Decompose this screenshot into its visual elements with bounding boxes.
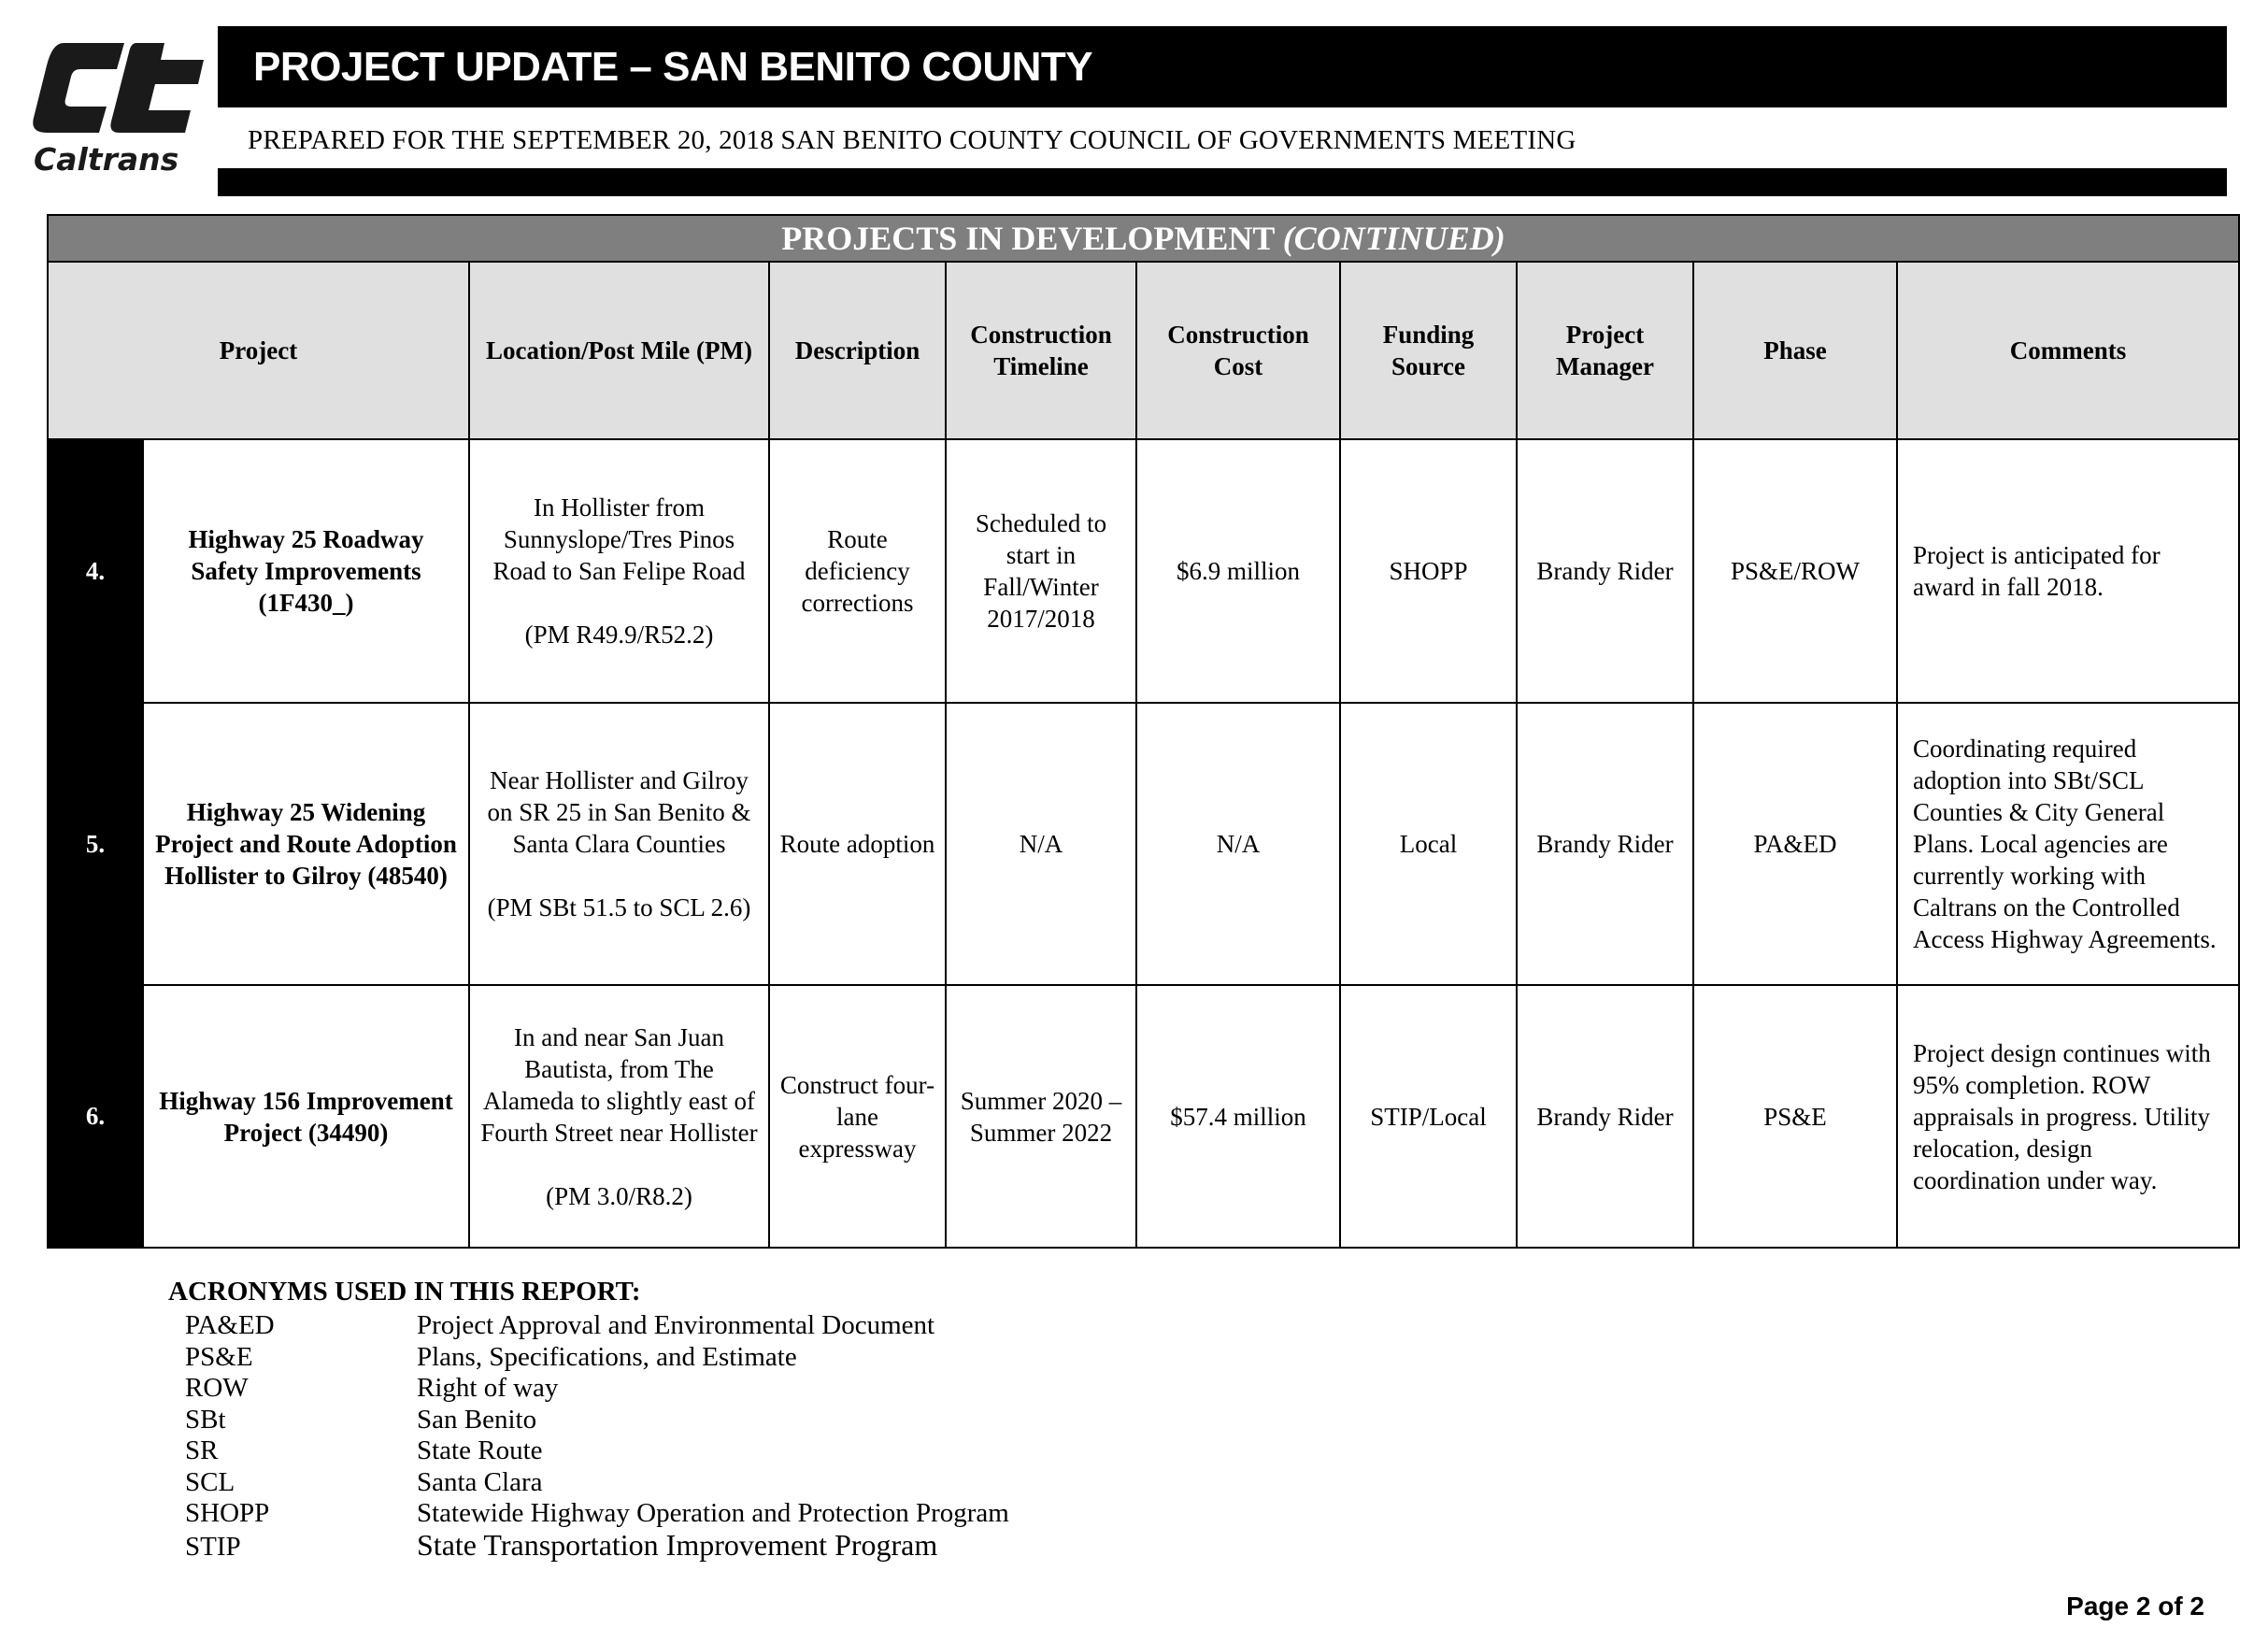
post-mile: (PM SBt 51.5 to SCL 2.6) (487, 893, 751, 921)
acronym-abbr: SBt (185, 1404, 226, 1435)
acronym-definition: Project Approval and Environmental Document (417, 1310, 935, 1340)
description-cell: Route adoption (769, 703, 946, 985)
acronym-item (185, 1498, 1009, 1530)
location-cell (469, 439, 769, 703)
phase-cell: PS&E (1693, 985, 1897, 1248)
column-header-location: Location/Post Mile (PM) (469, 262, 769, 439)
column-header-funding: Funding Source (1340, 262, 1517, 439)
acronym-abbr: SCL (185, 1466, 235, 1497)
acronym-item (185, 1310, 1009, 1342)
acronym-definition: State Transportation Improvement Program (417, 1527, 938, 1562)
table-row (48, 985, 2239, 1248)
description-cell: Route deficiency corrections (769, 439, 946, 703)
location-text: In Hollister from Sunnyslope/Tres Pinos Road to San Felipe Road (492, 493, 746, 585)
project-name: Highway 25 Roadway Safety Improvements (1F430_) (143, 439, 469, 703)
table-row (48, 703, 2239, 985)
acronym-definition: Right of way (417, 1373, 559, 1403)
manager-cell: Brandy Rider (1517, 439, 1693, 703)
acronym-item (185, 1467, 1009, 1499)
cost-cell: N/A (1136, 703, 1340, 985)
timeline-cell: Scheduled to start in Fall/Winter 2017/2018 (946, 439, 1136, 703)
acronym-abbr: PS&E (185, 1341, 253, 1372)
acronyms-list (185, 1310, 1009, 1561)
manager-cell: Brandy Rider (1517, 985, 1693, 1248)
row-number: 6. (48, 985, 143, 1248)
row-number: 5. (48, 703, 143, 985)
section-title: PROJECTS IN DEVELOPMENT (781, 220, 1275, 257)
acronym-abbr: ROW (185, 1373, 249, 1403)
section-header (48, 215, 2239, 262)
funding-cell: SHOPP (1340, 439, 1517, 703)
acronym-definition: San Benito (417, 1404, 537, 1435)
acronym-definition: Plans, Specifications, and Estimate (417, 1341, 797, 1372)
acronym-item (185, 1527, 1009, 1562)
cost-cell: $6.9 million (1136, 439, 1340, 703)
column-header-comments: Comments (1897, 262, 2239, 439)
comments-cell: Project is anticipated for award in fall 2018. (1897, 439, 2239, 703)
column-header-cost: Construction Cost (1136, 262, 1340, 439)
section-suffix: (CONTINUED) (1282, 220, 1505, 257)
acronym-abbr: PA&ED (185, 1310, 275, 1340)
acronym-item (185, 1435, 1009, 1467)
project-name: Highway 25 Widening Project and Route Adoption Hollister to Gilroy (48540) (143, 703, 469, 985)
column-header-project: Project (48, 262, 469, 439)
comments-cell: Project design continues with 95% completion. ROW appraisals in progress. Utility relocation, design coordination under way. (1897, 985, 2239, 1248)
row-number: 4. (48, 439, 143, 703)
page-subtitle: PREPARED FOR THE SEPTEMBER 20, 2018 SAN BENITO COUNTY COUNCIL OF GOVERNMENTS MEETING (248, 125, 1576, 155)
caltrans-wordmark: Caltrans (34, 141, 179, 178)
comments-cell: Coordinating required adoption into SBt/SCL Counties & City General Plans. Local agencies are currently working with Caltrans on the Controlled Access Highway Agreements. (1897, 703, 2239, 985)
location-text: In and near San Juan Bautista, from The Alameda to slightly east of Fourth Street near Hollister (480, 1022, 758, 1147)
manager-cell: Brandy Rider (1517, 703, 1693, 985)
acronym-abbr: SHOPP (185, 1498, 270, 1528)
acronym-abbr: SR (185, 1435, 219, 1465)
description-cell: Construct four-lane expressway (769, 985, 946, 1248)
page-title: PROJECT UPDATE – SAN BENITO COUNTY (218, 26, 2227, 107)
project-name: Highway 156 Improvement Project (34490) (143, 985, 469, 1248)
timeline-cell: N/A (946, 703, 1136, 985)
cost-cell: $57.4 million (1136, 985, 1340, 1248)
location-text: Near Hollister and Gilroy on SR 25 in San Benito & Santa Clara Counties (487, 766, 751, 858)
page-number: Page 2 of 2 (2066, 1592, 2204, 1621)
acronym-definition: Statewide Highway Operation and Protection Program (417, 1498, 1009, 1528)
column-header-timeline: Construction Timeline (946, 262, 1136, 439)
acronym-definition: Santa Clara (417, 1466, 543, 1497)
location-cell (469, 985, 769, 1248)
acronym-item (185, 1373, 1009, 1405)
table-row (48, 439, 2239, 703)
acronyms-title: ACRONYMS USED IN THIS REPORT: (168, 1277, 641, 1307)
acronym-abbr: STIP (185, 1531, 241, 1562)
post-mile: (PM 3.0/R8.2) (546, 1181, 692, 1210)
acronym-item (185, 1405, 1009, 1436)
location-cell (469, 703, 769, 985)
funding-cell: Local (1340, 703, 1517, 985)
column-header-description: Description (769, 262, 946, 439)
timeline-cell: Summer 2020 – Summer 2022 (946, 985, 1136, 1248)
header-rule (218, 168, 2227, 196)
column-header-row (48, 262, 2239, 439)
phase-cell: PA&ED (1693, 703, 1897, 985)
column-header-manager: Project Manager (1517, 262, 1693, 439)
acronym-item (185, 1342, 1009, 1374)
funding-cell: STIP/Local (1340, 985, 1517, 1248)
acronym-definition: State Route (417, 1435, 543, 1465)
post-mile: (PM R49.9/R52.2) (524, 621, 714, 649)
phase-cell: PS&E/ROW (1693, 439, 1897, 703)
projects-table (47, 214, 2240, 1249)
column-header-phase: Phase (1693, 262, 1897, 439)
caltrans-logo (26, 34, 213, 183)
